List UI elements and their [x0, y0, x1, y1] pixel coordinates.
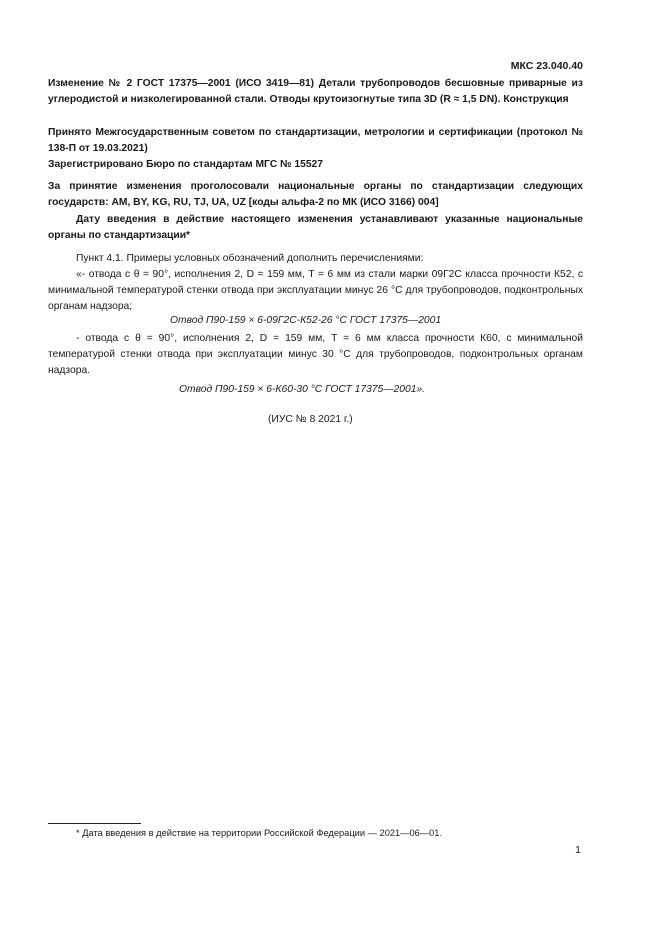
footnote-divider — [48, 823, 141, 824]
clause-text: Пункт 4.1. Примеры условных обозначений дополнить перечислениями: — [76, 253, 424, 264]
amendment-title: Изменение № 2 ГОСТ 17375—2001 (ИСО 3419—81) Детали трубопроводов бесшовные приварные из углеродистой и низколегированной стали. Отводы крутоизогнутые типа 3D (R ≈ 1,5 DN). Конструкция — [48, 78, 583, 105]
page-number: 1 — [575, 844, 581, 856]
ius-reference: (ИУС № 8 2021 г.) — [268, 414, 353, 425]
voting-statement: За принятие изменения проголосовали национальные органы по стандартизации следующих государств: AM, BY, KG, RU, TJ, UA, UZ [коды альфа-2 по МК (ИСО 3166) 004] — [48, 181, 583, 208]
adoption-statement: Принято Межгосударственным советом по стандартизации, метрологии и сертификации (протокол № 138-П от 19.03.2021) — [48, 127, 583, 154]
registration-statement: Зарегистрировано Бюро по стандартам МГС № 15527 — [48, 159, 324, 170]
effective-date-statement: Дату введения в действие настоящего изменения устанавливают указанные национальные органы по стандартизации* — [48, 214, 583, 241]
mks-code: МКС 23.040.40 — [510, 60, 583, 72]
example-1: «- отвода с θ = 90°, исполнения 2, D = 159 мм, T = 6 мм из стали марки 09Г2С класса прочности К52, с минимальной температурой стенки отвода при эксплуатации минус 26 °С для трубопроводов, подконтрольных органам надзора; — [48, 269, 583, 312]
footnote-text: * Дата введения в действие на территории Российской Федерации — 2021—06—01. — [76, 828, 443, 838]
designation-formula-1: Отвод П90-159 × 6-09Г2С-К52-26 °С ГОСТ 17375—2001 — [170, 315, 442, 326]
designation-formula-2: Отвод П90-159 × 6-К60-30 °С ГОСТ 17375—2001». — [179, 384, 426, 395]
example-2: - отвода с θ = 90°, исполнения 2, D = 159 мм, T = 6 мм класса прочности К60, с минимальной температурой стенки отвода при эксплуатации минус 30 °С для трубопроводов, подконтрольных органам надзора. — [48, 333, 583, 376]
